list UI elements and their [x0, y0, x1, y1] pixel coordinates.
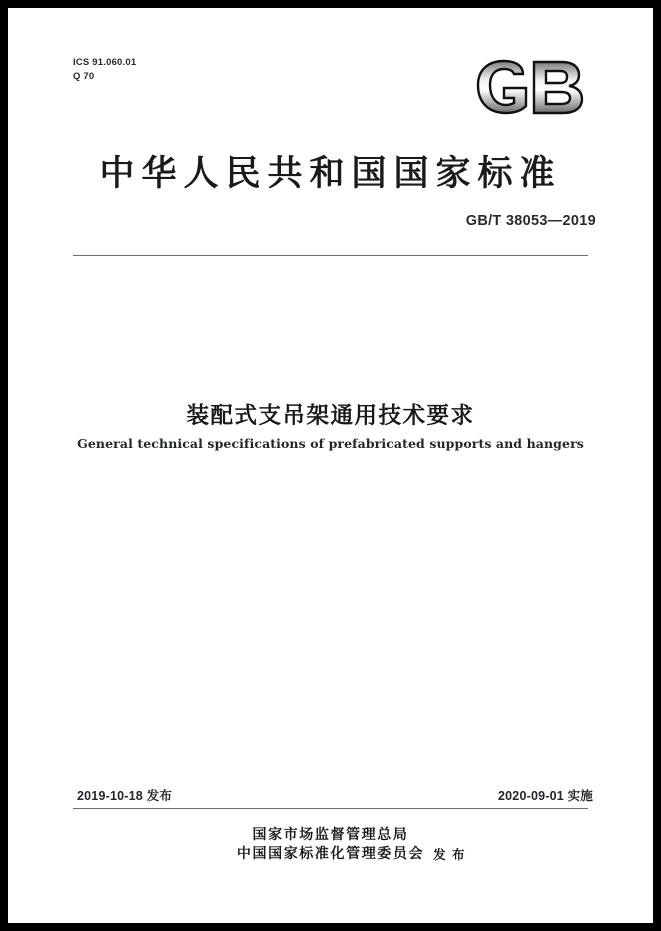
- document-page: [8, 8, 653, 923]
- issuer-line-1: 国家市场监督管理总局: [252, 827, 409, 843]
- document-title-chinese: 装配式支吊架通用技术要求: [186, 403, 475, 429]
- ccs-code: Q 70: [73, 70, 95, 82]
- publish-label: 发 布: [433, 846, 466, 862]
- ics-classification-block: [73, 56, 136, 84]
- footer-divider: [73, 808, 588, 809]
- header-divider: [73, 255, 588, 256]
- national-standard-title: 中华人民共和国国家标准: [99, 154, 562, 194]
- issuer-line-2: 中国国家标准化管理委员会: [236, 845, 425, 862]
- gb-logo-icon: [466, 58, 596, 128]
- issuer-names: [236, 826, 466, 864]
- standard-number: GB/T 38053—2019: [465, 213, 596, 229]
- page-content: [8, 8, 653, 923]
- release-date: 2019-10-18 发布: [77, 789, 173, 803]
- effective-date: 2020-09-01 实施: [497, 789, 593, 803]
- document-title-english: General technical specifications of prefabricated supports and hangers: [77, 436, 584, 451]
- ics-code: ICS 91.060.01: [73, 57, 137, 68]
- issuer-block: [8, 826, 653, 864]
